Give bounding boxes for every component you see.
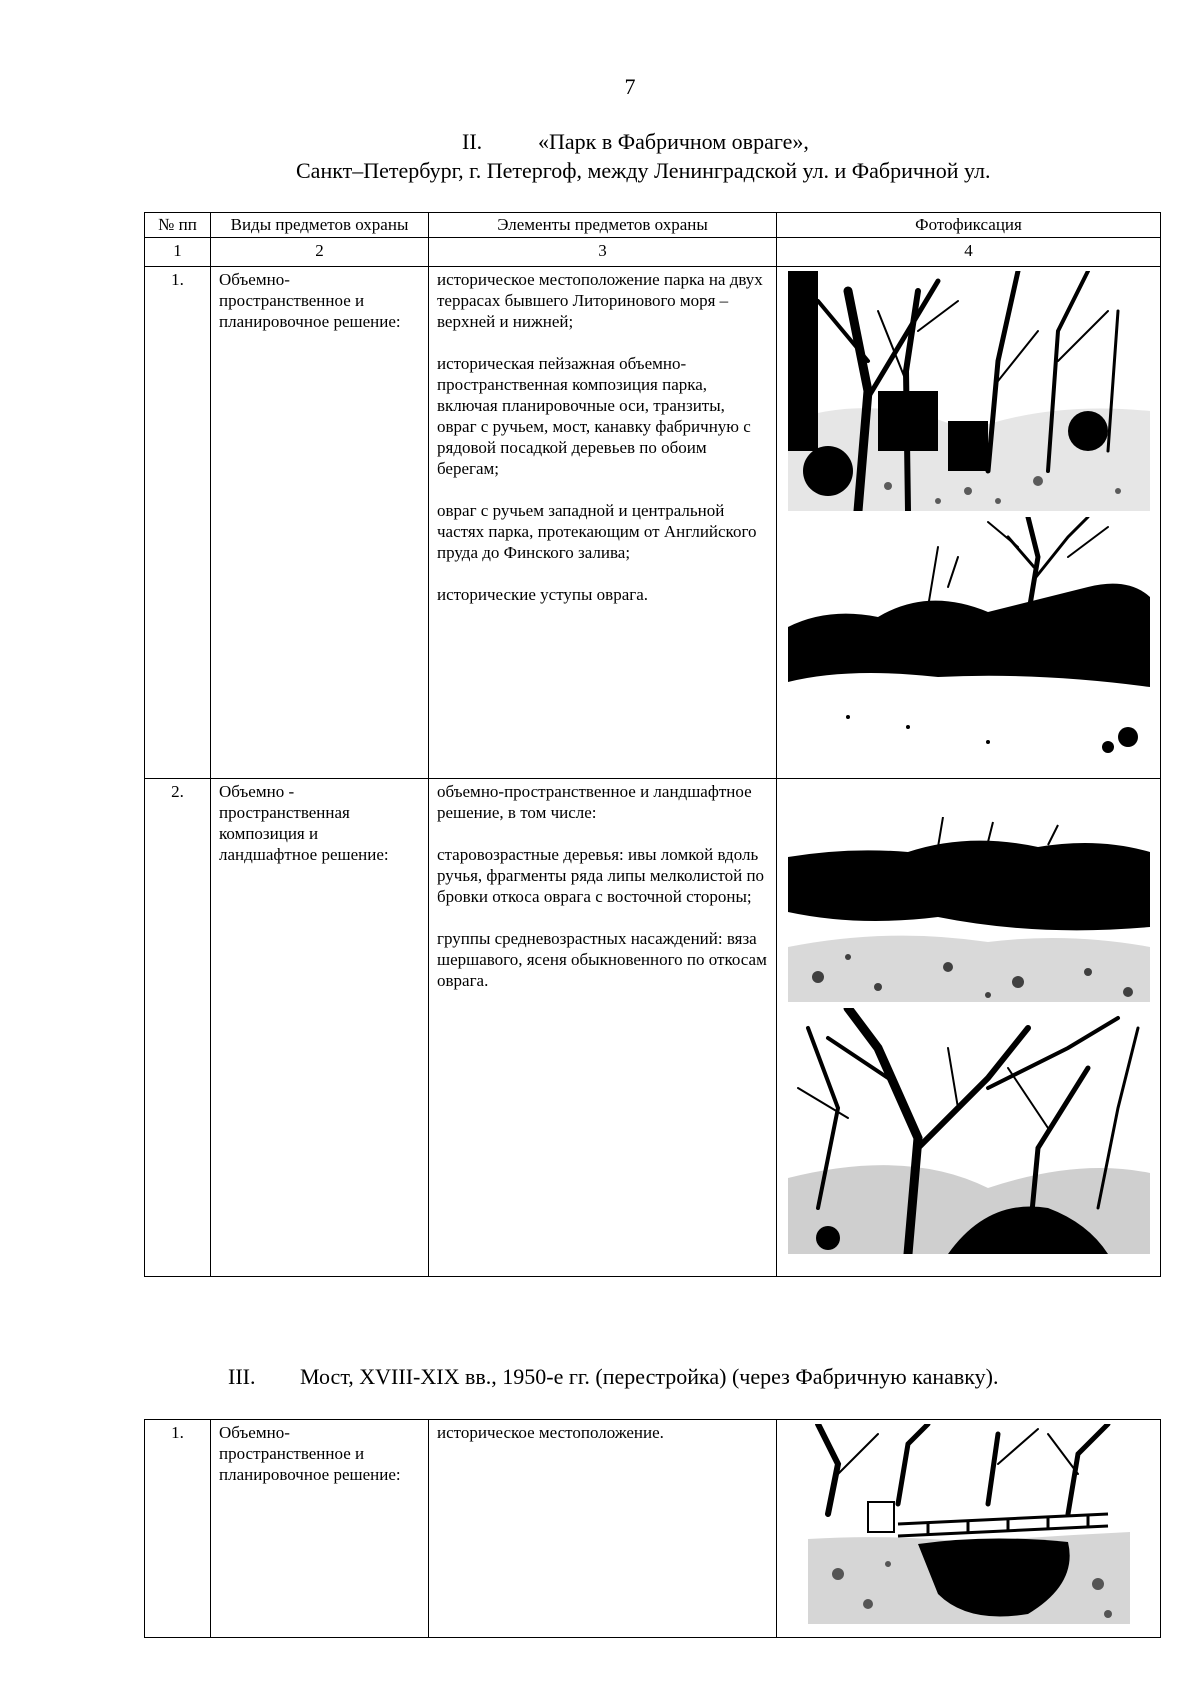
element-text: историческая пейзажная объемно-пространственная композиция парка, включая планировочные оси, транзиты, овраг с ручьем, мост, канавку фабричную с рядовой посадкой деревьев по обоим берегам; [437, 354, 751, 478]
section-2-table [144, 212, 1161, 1277]
element-text: группы средневозрастных насаждений: вяза шершавого, ясеня обыкновенного по откосам оврага. [437, 929, 767, 990]
column-number-1: 1 [145, 238, 211, 267]
element-text: историческое местоположение парка на двух террасах бывшего Литоринового моря – верхней и нижней; [437, 270, 763, 331]
row-protection-type: Объемно - пространственная композиция и ландшафтное решение: [211, 779, 429, 1277]
section-2-numeral: II. [462, 129, 483, 154]
row-elements [429, 779, 777, 1277]
section-2-title: «Парк в Фабричном овраге», [538, 129, 809, 154]
element-text: овраг с ручьем западной и центральной частях парка, протекающим от Английского пруда до Финского залива; [437, 501, 757, 562]
column-number-row [145, 238, 1161, 267]
photo-ravine-meadow [788, 517, 1150, 757]
photo-bridge [808, 1424, 1130, 1624]
column-number-2: 2 [211, 238, 429, 267]
element-text: старовозрастные деревья: ивы ломкой вдоль ручья, фрагменты ряда липы мелколистой по бровки откоса оврага с восточной стороны; [437, 845, 765, 906]
row-elements [429, 267, 777, 779]
row-photos [777, 1420, 1161, 1638]
row-protection-type: Объемно-пространственное и планировочное решение: [211, 267, 429, 779]
column-number-3: 3 [429, 238, 777, 267]
row-photos [777, 267, 1161, 779]
row-photos [777, 779, 1161, 1277]
page-number: 7 [624, 74, 636, 99]
row-index: 2. [145, 779, 211, 1277]
header-type: Виды предметов охраны [211, 213, 429, 238]
element-text: историческое местоположение. [437, 1423, 664, 1442]
photo-ravine-trees [788, 1008, 1150, 1254]
element-text: объемно-пространственное и ландшафтное решение, в том числе: [437, 782, 752, 822]
section-3-numeral: III. [228, 1364, 256, 1389]
table-row [145, 267, 1161, 779]
section-3-title: Мост, XVIII-XIX вв., 1950-е гг. (перестройка) (через Фабричную канавку). [300, 1364, 999, 1389]
table-header-row [145, 213, 1161, 238]
table-row [145, 779, 1161, 1277]
column-number-4: 4 [777, 238, 1161, 267]
photo-old-trees-slope [788, 817, 1150, 1002]
row-index: 1. [145, 1420, 211, 1638]
header-photo: Фотофиксация [777, 213, 1161, 238]
header-elements: Элементы предметов охраны [429, 213, 777, 238]
row-elements [429, 1420, 777, 1638]
header-number: № пп [145, 213, 211, 238]
section-2-address: Санкт–Петербург, г. Петергоф, между Ленинградской ул. и Фабричной ул. [296, 158, 991, 183]
photo-park-trees-upper [788, 271, 1150, 511]
table-row [145, 1420, 1161, 1638]
section-3-table [144, 1419, 1161, 1638]
element-text: исторические уступы оврага. [437, 585, 649, 604]
row-protection-type: Объемно-пространственное и планировочное решение: [211, 1420, 429, 1638]
row-index: 1. [145, 267, 211, 779]
